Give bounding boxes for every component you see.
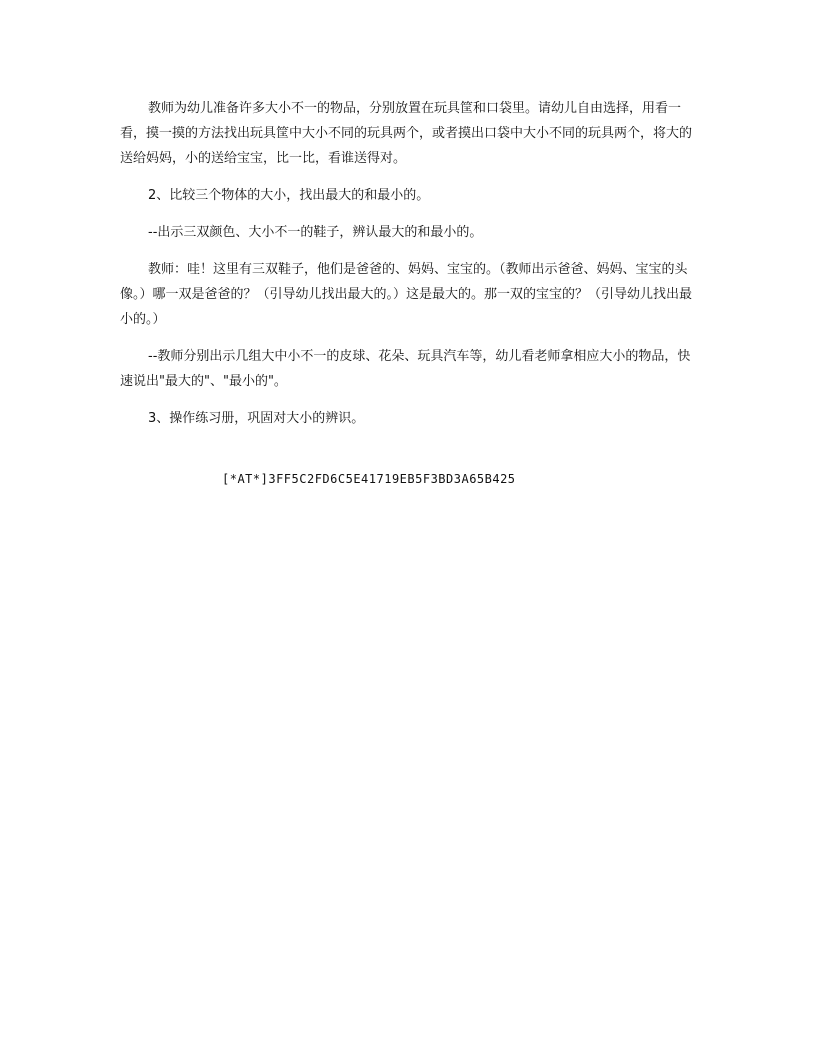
paragraph-step-3: 3、操作练习册，巩固对大小的辨识。 (148, 411, 365, 426)
paragraph-step-2: 2、比较三个物体的大小，找出最大的和最小的。 (148, 188, 430, 203)
document-body (120, 96, 696, 443)
paragraph-teacher-dialogue: 教师：哇！这里有三双鞋子，他们是爸爸的、妈妈、宝宝的。（教师出示爸爸、妈妈、宝宝的头像。）哪一双是爸爸的？（引导幼儿找出最大的。）这是最大的。那一双的宝宝的？（引导幼儿找出最小的。） (120, 262, 693, 327)
document-code: [*AT*]3FF5C2FD6C5E41719EB5F3BD3A65B425 (222, 472, 516, 486)
paragraph-show-shoes: --出示三双颜色、大小不一的鞋子，辨认最大的和最小的。 (148, 225, 483, 240)
paragraph-intro: 教师为幼儿准备许多大小不一的物品，分别放置在玩具筐和口袋里。请幼儿自由选择，用看一看，摸一摸的方法找出玩具筐中大小不同的玩具两个，或者摸出口袋中大小不同的玩具两个，将大的送给妈妈，小的送给宝宝，比一比，看谁送得对。 (120, 101, 693, 166)
paragraph-show-objects: --教师分别出示几组大中小不一的皮球、花朵、玩具汽车等，幼儿看老师拿相应大小的物品，快速说出"最大的"、"最小的"。 (120, 349, 691, 389)
